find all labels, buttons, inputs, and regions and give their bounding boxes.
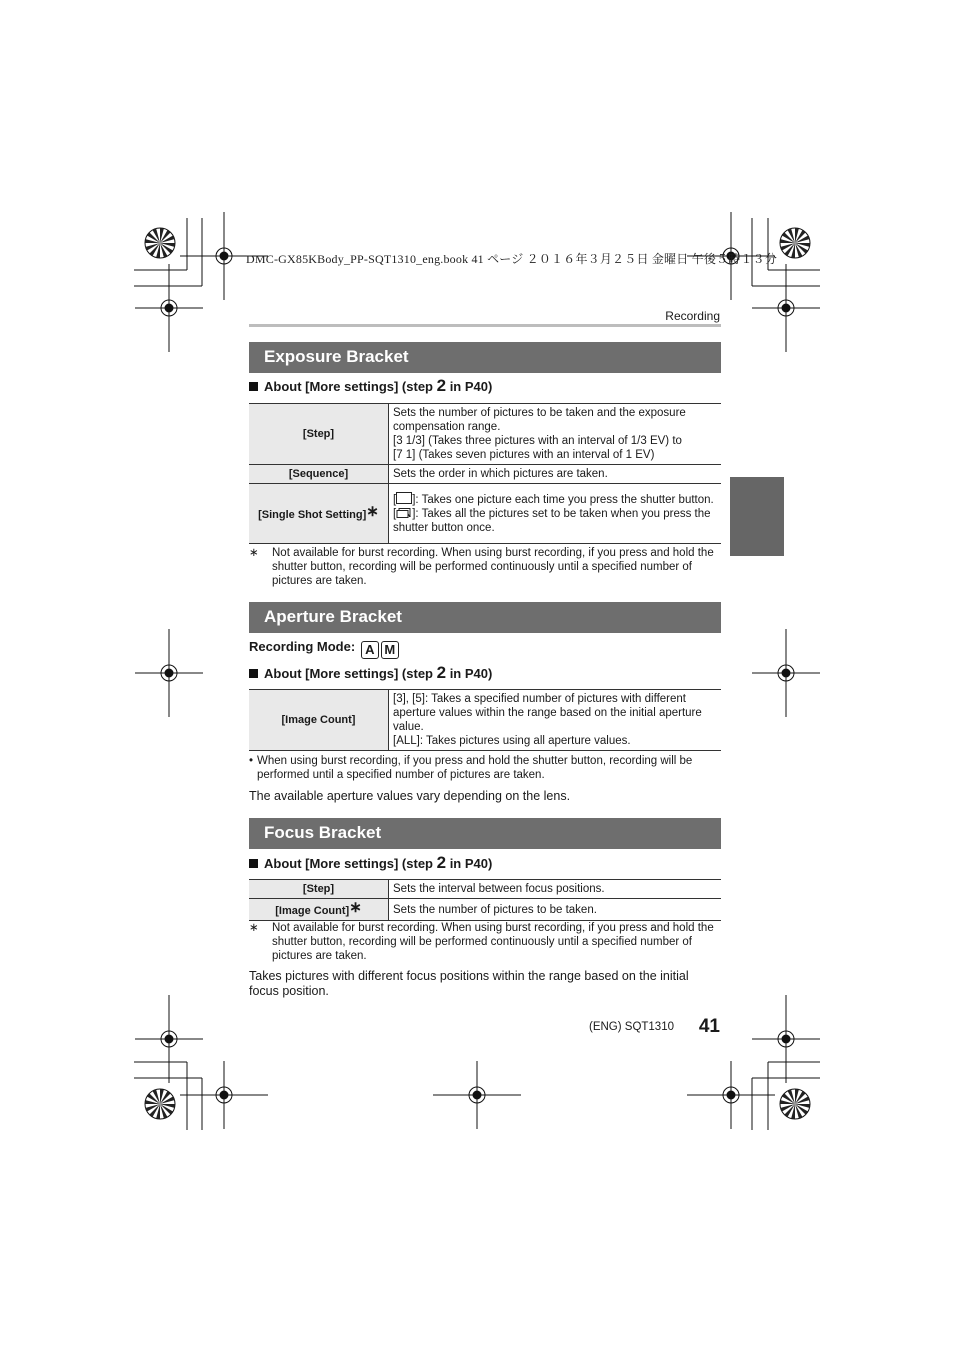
setting-desc: Sets the order in which pictures are taken. — [389, 465, 722, 484]
aperture-subhead — [249, 663, 492, 683]
bullet-mark: • — [249, 755, 254, 767]
starburst-target-icon — [145, 1089, 175, 1119]
square-bullet-icon — [249, 669, 258, 678]
subhead-ref: in P40) — [446, 379, 493, 394]
desc-line: [ ]: Takes all the pictures set to be taken when you press the shutter button once. — [393, 508, 711, 534]
desc-line: Sets the number of pictures to be taken and the exposure compensation range. — [393, 407, 686, 433]
setting-desc: Sets the interval between focus positions. — [389, 880, 722, 899]
subhead-text: About [More settings] (step — [264, 666, 437, 681]
focus-bracket-title: Focus Bracket — [249, 818, 721, 849]
starburst-target-icon — [780, 228, 810, 258]
burst-shot-text: ]: Takes all the pictures set to be taken when you press the shutter button once. — [393, 508, 711, 534]
table-row — [249, 484, 721, 544]
setting-desc — [389, 484, 722, 544]
key-text: [Single Shot Setting] — [258, 509, 367, 521]
setting-desc — [389, 690, 722, 751]
exposure-subhead — [249, 376, 492, 396]
table-row — [249, 899, 721, 921]
square-bullet-icon — [249, 382, 258, 391]
desc-line: [ALL]: Takes pictures using all aperture values. — [393, 735, 631, 747]
running-head: Recording — [665, 309, 720, 323]
square-bullet-icon — [249, 859, 258, 868]
footnote-mark: ∗ — [249, 547, 259, 559]
setting-key: [Image Count] — [249, 690, 389, 751]
focus-paragraph: Takes pictures with different focus positions within the range based on the initial focus position. — [249, 969, 689, 998]
step-number: 2 — [436, 663, 447, 682]
focus-footnote — [249, 921, 721, 963]
setting-key: [Sequence] — [249, 465, 389, 484]
page-number: 41 — [698, 1016, 720, 1037]
desc-line: [3 1/3] (Takes three pictures with an interval of 1/3 EV) to — [393, 435, 682, 447]
subhead-text: About [More settings] (step — [264, 379, 437, 394]
exposure-footnote — [249, 546, 721, 588]
setting-desc: Sets the number of pictures to be taken. — [389, 899, 722, 921]
table-row — [249, 690, 721, 751]
recording-mode-label: Recording Mode: — [249, 639, 356, 654]
burst-shot-icon — [396, 508, 412, 519]
step-number: 2 — [436, 853, 447, 872]
step-number: 2 — [436, 376, 447, 395]
chapter-tab — [730, 477, 784, 556]
footnote-mark: ∗ — [249, 922, 259, 934]
mode-m-icon: M — [381, 641, 399, 659]
asterisk-mark: ∗ — [349, 899, 362, 916]
setting-key — [249, 484, 389, 544]
starburst-target-icon — [145, 228, 175, 258]
print-header: DMC-GX85KBody_PP-SQT1310_eng.book 41 ページ ２０１６年３月２５日 金曜日 午後５時１３分 — [246, 252, 778, 266]
aperture-bracket-title: Aperture Bracket — [249, 602, 721, 633]
header-rule — [249, 324, 721, 327]
subhead-ref: in P40) — [446, 666, 493, 681]
key-text: [Image Count] — [275, 905, 350, 917]
aperture-bullet-note — [249, 754, 721, 782]
subhead-text: About [More settings] (step — [264, 856, 437, 871]
footnote-text: Not available for burst recording. When using burst recording, if you press and hold the shutter button, recording will be performed continuously until a specified number of pictures are taken. — [272, 922, 714, 962]
aperture-paragraph: The available aperture values vary depending on the lens. — [249, 789, 571, 803]
footnote-text: Not available for burst recording. When using burst recording, if you press and hold the shutter button, recording will be performed continuously until a specified number of pictures are taken. — [272, 547, 714, 587]
setting-key — [249, 899, 389, 921]
focus-settings-table — [249, 879, 721, 921]
setting-desc — [389, 404, 722, 465]
single-shot-text: ]: Takes one picture each time you press the shutter button. — [412, 494, 714, 506]
aperture-settings-table — [249, 689, 721, 751]
desc-line: [7 1] (Takes seven pictures with an interval of 1 EV) — [393, 449, 655, 461]
desc-line: [3], [5]: Takes a specified number of pictures with different aperture values within the range based on the initial aperture value. — [393, 693, 702, 733]
starburst-target-icon — [780, 1089, 810, 1119]
setting-key: [Step] — [249, 404, 389, 465]
mode-a-icon: A — [361, 641, 379, 659]
desc-line: [ ]: Takes one picture each time you press the shutter button. — [393, 494, 714, 506]
exposure-bracket-title: Exposure Bracket — [249, 342, 721, 373]
asterisk-mark: ∗ — [366, 503, 379, 520]
table-row — [249, 465, 721, 484]
footer-model-code: (ENG) SQT1310 — [589, 1021, 674, 1033]
table-row — [249, 404, 721, 465]
focus-subhead — [249, 853, 492, 873]
subhead-ref: in P40) — [446, 856, 493, 871]
table-row — [249, 880, 721, 899]
setting-key: [Step] — [249, 880, 389, 899]
exposure-settings-table — [249, 403, 721, 544]
bullet-text: When using burst recording, if you press and hold the shutter button, recording will be performed until a specified number of pictures are taken. — [257, 755, 693, 781]
recording-mode — [249, 639, 399, 659]
single-shot-icon — [396, 492, 412, 504]
